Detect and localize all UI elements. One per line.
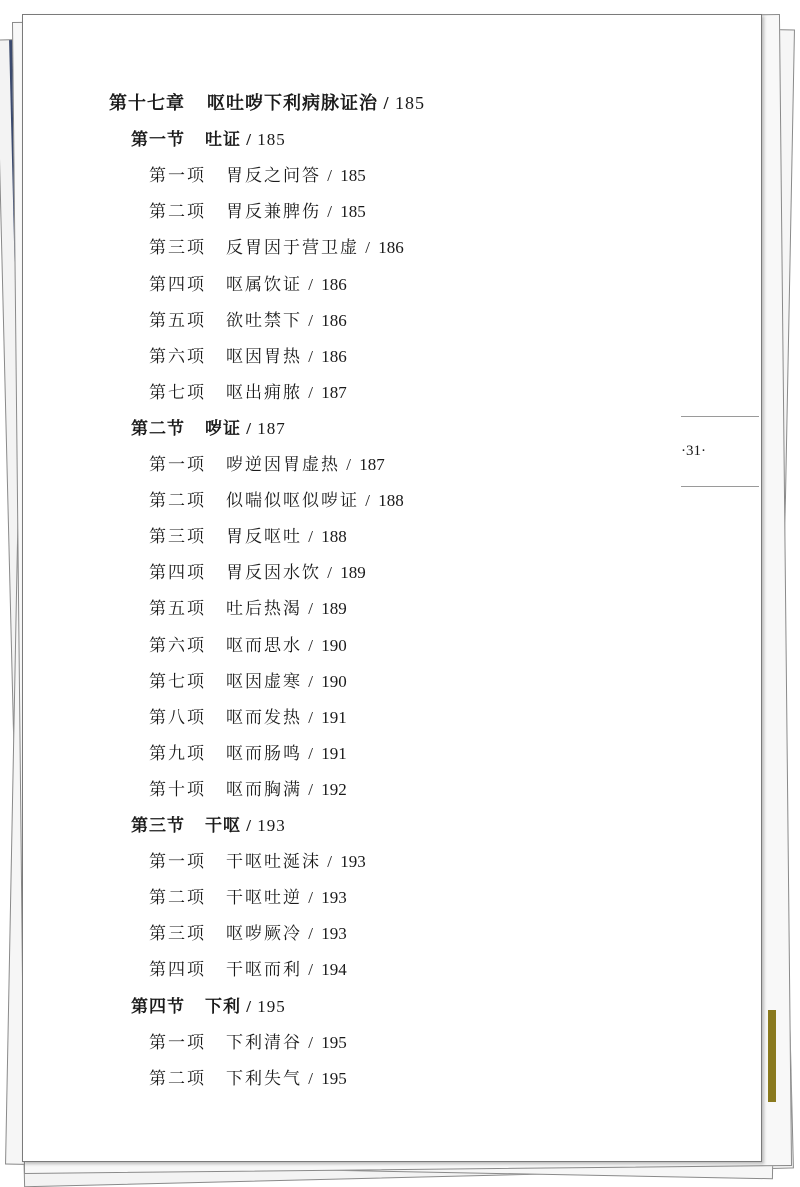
toc-item-entry <box>149 306 347 331</box>
book-page <box>22 14 762 1162</box>
entry-page-number: 187 <box>321 383 347 402</box>
entry-label: 第二项 <box>149 888 206 908</box>
entry-label: 第七项 <box>149 672 206 692</box>
entry-page-number: 188 <box>321 527 347 546</box>
entry-label: 第一节 <box>131 130 185 150</box>
toc-item-entry <box>149 919 347 944</box>
toc-section-entry <box>131 125 286 150</box>
page-separator: / <box>302 599 322 618</box>
page-separator: / <box>302 347 322 366</box>
entry-page-number: 193 <box>321 888 347 907</box>
page-separator: / <box>302 888 322 907</box>
entry-label: 第三节 <box>131 816 185 836</box>
entry-label: 第四项 <box>149 563 206 583</box>
toc-item-entry <box>149 739 347 764</box>
entry-label: 第四项 <box>149 275 206 295</box>
page-separator: / <box>302 527 322 546</box>
entry-title: 呕而肠鸣 <box>226 744 302 764</box>
toc-item-entry <box>149 197 366 222</box>
entry-title: 干呕 <box>205 816 241 836</box>
page-separator: / <box>302 1069 322 1088</box>
entry-title: 干呕吐涎沫 <box>226 852 321 872</box>
entry-label: 第九项 <box>149 744 206 764</box>
entry-label: 第二项 <box>149 202 206 222</box>
toc-item-entry <box>149 883 347 908</box>
entry-label: 第七项 <box>149 383 206 403</box>
toc-item-entry <box>149 522 347 547</box>
page-number: ·31· <box>681 443 706 459</box>
entry-page-number: 187 <box>359 455 385 474</box>
entry-label: 第六项 <box>149 347 206 367</box>
entry-title: 呕而胸满 <box>226 780 302 800</box>
entry-title: 胃反呕吐 <box>226 527 302 547</box>
entry-page-number: 192 <box>321 780 347 799</box>
entry-title: 呕因虚寒 <box>226 672 302 692</box>
entry-label: 第八项 <box>149 708 206 728</box>
entry-label: 第一项 <box>149 852 206 872</box>
entry-label: 第三项 <box>149 924 206 944</box>
entry-page-number: 185 <box>340 202 366 221</box>
entry-title: 干呕吐逆 <box>226 888 302 908</box>
entry-page-number: 188 <box>378 491 404 510</box>
page-separator: / <box>241 997 258 1016</box>
entry-page-number: 193 <box>257 816 286 835</box>
toc-item-entry <box>149 1064 347 1089</box>
folio-rule-top <box>681 416 759 417</box>
page-separator: / <box>359 238 379 257</box>
page-separator: / <box>302 311 322 330</box>
entry-page-number: 186 <box>378 238 404 257</box>
page-separator: / <box>321 166 341 185</box>
folio-rule-bottom <box>681 486 759 487</box>
entry-page-number: 190 <box>321 672 347 691</box>
entry-label: 第一项 <box>149 1033 206 1053</box>
page-separator: / <box>241 419 258 438</box>
toc-item-entry <box>149 161 366 186</box>
entry-label: 第十项 <box>149 780 206 800</box>
table-of-contents <box>23 15 761 1161</box>
toc-item-entry <box>149 594 347 619</box>
entry-title: 哕逆因胃虚热 <box>226 455 340 475</box>
entry-title: 呕而发热 <box>226 708 302 728</box>
page-separator: / <box>359 491 379 510</box>
entry-page-number: 186 <box>321 275 347 294</box>
page-separator: / <box>241 816 258 835</box>
entry-label: 第十七章 <box>109 93 185 114</box>
entry-title: 吐后热渴 <box>226 599 302 619</box>
page-separator: / <box>302 960 322 979</box>
entry-label: 第一项 <box>149 455 206 475</box>
entry-title: 呕属饮证 <box>226 275 302 295</box>
entry-page-number: 193 <box>321 924 347 943</box>
page-separator: / <box>302 1033 322 1052</box>
entry-label: 第六项 <box>149 636 206 656</box>
toc-item-entry <box>149 1028 347 1053</box>
entry-page-number: 190 <box>321 636 347 655</box>
page-separator: / <box>302 780 322 799</box>
page-separator: / <box>302 672 322 691</box>
entry-label: 第二项 <box>149 1069 206 1089</box>
toc-item-entry <box>149 450 385 475</box>
toc-item-entry <box>149 233 404 258</box>
page-separator: / <box>378 93 396 113</box>
entry-page-number: 186 <box>321 311 347 330</box>
page-separator: / <box>321 563 341 582</box>
entry-title: 似喘似呕似哕证 <box>226 491 359 511</box>
entry-title: 欲吐禁下 <box>226 311 302 331</box>
toc-item-entry <box>149 486 404 511</box>
toc-item-entry <box>149 631 347 656</box>
toc-item-entry <box>149 955 347 980</box>
entry-label: 第五项 <box>149 599 206 619</box>
entry-page-number: 185 <box>340 166 366 185</box>
toc-section-entry <box>131 811 286 836</box>
entry-page-number: 187 <box>257 419 286 438</box>
entry-page-number: 195 <box>321 1033 347 1052</box>
toc-item-entry <box>149 270 347 295</box>
entry-label: 第四节 <box>131 997 185 1017</box>
page-separator: / <box>302 924 322 943</box>
entry-label: 第二项 <box>149 491 206 511</box>
entry-page-number: 193 <box>340 852 366 871</box>
entry-label: 第一项 <box>149 166 206 186</box>
entry-page-number: 191 <box>321 708 347 727</box>
entry-label: 第三项 <box>149 238 206 258</box>
page-separator: / <box>302 744 322 763</box>
entry-label: 第四项 <box>149 960 206 980</box>
entry-title: 反胃因于营卫虚 <box>226 238 359 258</box>
toc-section-entry <box>131 414 286 439</box>
page-separator: / <box>302 708 322 727</box>
entry-title: 干呕而利 <box>226 960 302 980</box>
toc-chapter-entry <box>109 89 425 115</box>
entry-page-number: 189 <box>321 599 347 618</box>
entry-page-number: 195 <box>257 997 286 1016</box>
entry-title: 下利 <box>205 997 241 1017</box>
toc-item-entry <box>149 342 347 367</box>
entry-label: 第二节 <box>131 419 185 439</box>
entry-page-number: 191 <box>321 744 347 763</box>
page-separator: / <box>321 202 341 221</box>
page-separator: / <box>302 636 322 655</box>
toc-item-entry <box>149 775 347 800</box>
entry-title: 哕证 <box>205 419 241 439</box>
cover-edge-right <box>768 1010 776 1102</box>
toc-section-entry <box>131 992 286 1017</box>
page-separator: / <box>241 130 258 149</box>
entry-title: 下利清谷 <box>226 1033 302 1053</box>
page-separator: / <box>321 852 341 871</box>
toc-item-entry <box>149 558 366 583</box>
entry-title: 胃反因水饮 <box>226 563 321 583</box>
entry-title: 胃反之问答 <box>226 166 321 186</box>
toc-item-entry <box>149 667 347 692</box>
page-separator: / <box>302 275 322 294</box>
toc-item-entry <box>149 378 347 403</box>
entry-title: 下利失气 <box>226 1069 302 1089</box>
page-separator: / <box>340 455 360 474</box>
entry-page-number: 185 <box>257 130 286 149</box>
entry-title: 呕因胃热 <box>226 347 302 367</box>
page-separator: / <box>302 383 322 402</box>
toc-item-entry <box>149 847 366 872</box>
entry-page-number: 189 <box>340 563 366 582</box>
entry-page-number: 185 <box>395 93 426 113</box>
entry-title: 呕哕厥冷 <box>226 924 302 944</box>
entry-page-number: 195 <box>321 1069 347 1088</box>
entry-title: 吐证 <box>205 130 241 150</box>
entry-title: 呕而思水 <box>226 636 302 656</box>
entry-title: 呕出痈脓 <box>226 383 302 403</box>
entry-label: 第五项 <box>149 311 206 331</box>
entry-page-number: 194 <box>321 960 347 979</box>
entry-page-number: 186 <box>321 347 347 366</box>
toc-item-entry <box>149 703 347 728</box>
entry-title: 呕吐哕下利病脉证治 <box>207 93 378 114</box>
entry-label: 第三项 <box>149 527 206 547</box>
entry-title: 胃反兼脾伤 <box>226 202 321 222</box>
